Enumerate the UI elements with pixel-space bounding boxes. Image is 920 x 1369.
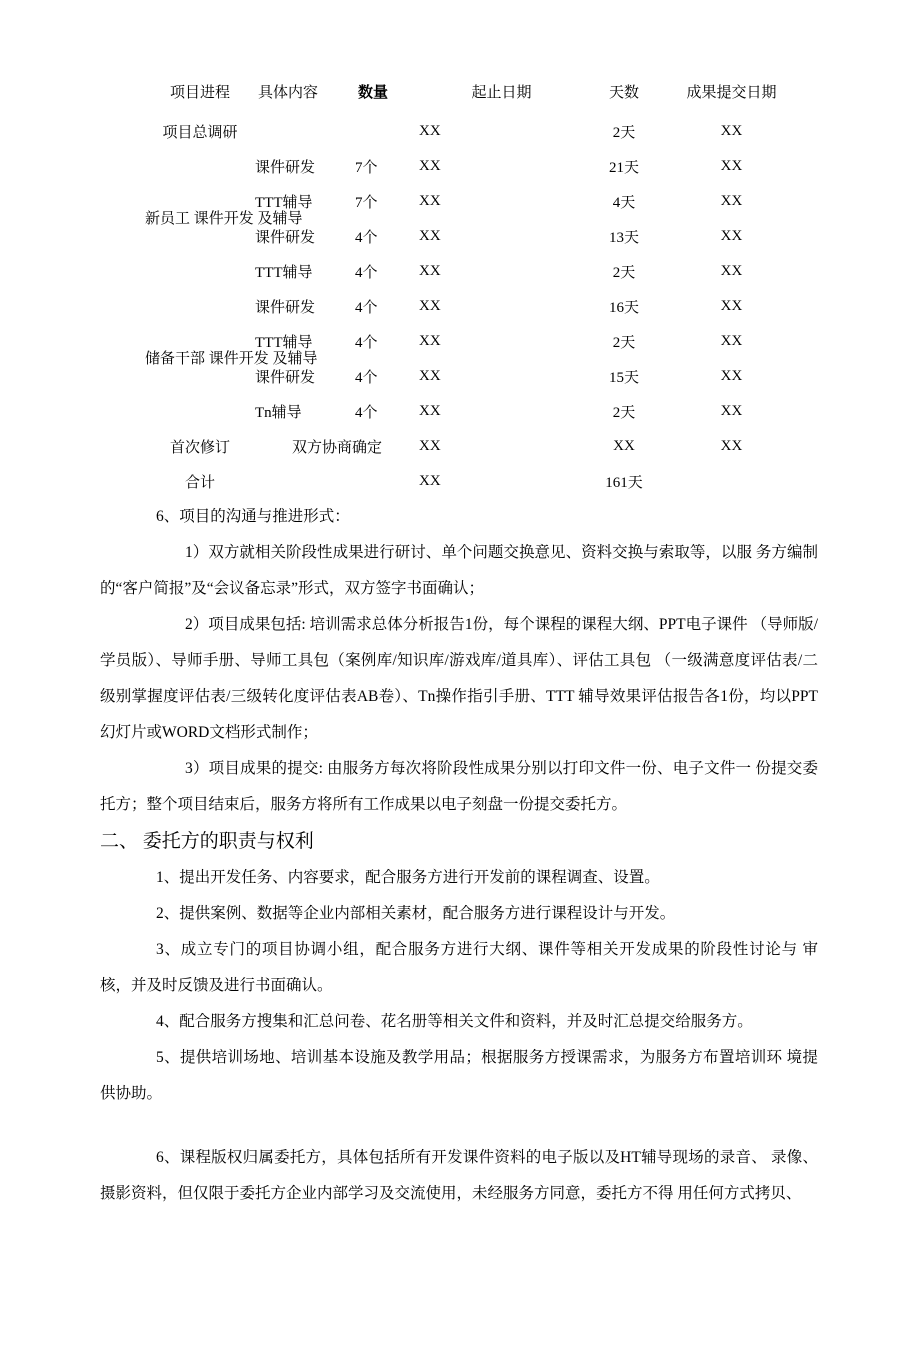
content-cell: TTT辅导 [255,335,313,351]
date-cell: XX [419,473,441,489]
days-cell: 13天 [608,230,639,246]
quantity-cell [355,114,419,149]
submit-cell: XX [720,263,743,279]
quantity-cell: 4个 [355,405,378,421]
stage-name: 项目总调研 [162,125,238,141]
content-cell: TTT辅导 [255,265,313,281]
date-cell: XX [419,298,441,314]
days-cell: 2天 [612,405,636,421]
project-schedule-table [145,68,799,499]
duty-item-2: 2、提供案例、数据等企业内部相关素材，配合服务方进行课程设计与开发。 [156,905,676,922]
days-cell: 2天 [612,335,636,351]
col-header-submit-date: 成果提交日期 [686,83,777,101]
content-cell: 双方协商确定 [291,440,382,456]
stage-name-new-staff: 新员工 课件开发 及辅导 [145,211,303,227]
submit-cell: XX [720,298,743,314]
content-cell: 课件研发 [255,300,316,316]
content-cell: 课件研发 [255,370,316,386]
days-cell: 2天 [612,125,636,141]
quantity-cell: 4个 [355,300,378,316]
paragraph-communication-sub3: 3）项目成果的提交: 由服务方每次将阶段性成果分别以打印文件一份、电子文件一 份提交委托方；整个项目结束后，服务方将所有工作成果以电子刻盘一份提交委托方。 [100,760,818,813]
quantity-cell: 4个 [355,230,378,246]
stage-name: 首次修订 [169,440,230,456]
days-cell: 4天 [612,195,636,211]
date-cell: XX [419,368,441,384]
paragraph-communication-sub2: 2）项目成果包括: 培训需求总体分析报告1份，每个课程的课程大纲、PPT电子课件 （导师版/学员版）、导师手册、导师工具包（案例库/知识库/游戏库/道具库）、评估工具包 （一级满意度评估表/二级别掌握度评估表/三级转化度评估表AB卷）、Tn操作指引手册、TTT 辅导效果评估报告各1份，均以PPT幻灯片或WORD文档形式制作； [100,616,818,741]
content-cell: TTT辅导 [255,195,313,211]
section-heading-client-duties: 二、 委托方的职责与权利 [100,831,314,852]
content-cell: 课件研发 [255,160,316,176]
quantity-cell: 7个 [355,160,378,176]
document-page [0,68,920,1369]
date-cell: XX [419,263,441,279]
submit-cell: XX [720,228,743,244]
date-cell: XX [419,333,441,349]
days-cell: 2天 [612,265,636,281]
submit-cell: XX [720,123,743,139]
quantity-cell: 4个 [355,335,378,351]
date-cell: XX [419,228,441,244]
days-cell: 15天 [608,370,639,386]
content-cell [255,464,355,499]
col-header-content: 具体内容 [258,83,319,101]
content-cell [255,114,355,149]
table-row-survey [145,114,799,149]
duty-item-1: 1、提出开发任务、内容要求，配合服务方进行开发前的课程调查、设置。 [156,869,660,886]
days-cell: 21天 [608,160,639,176]
col-header-days: 天数 [608,83,639,101]
date-cell: XX [419,158,441,174]
date-cell: XX [419,123,441,139]
duty-item-4: 4、配合服务方搜集和汇总问卷、花名册等相关文件和资料，并及时汇总提交给服务方。 [156,1013,753,1030]
paragraph-communication-heading: 6、项目的沟通与推进形式： [156,508,350,525]
duty-item-3: 3、成立专门的项目协调小组，配合服务方进行大纲、课件等相关开发成果的阶段性讨论与 审核，并及时反馈及进行书面确认。 [100,941,818,994]
quantity-cell: 4个 [355,370,378,386]
col-header-quantity: 数量 [358,83,389,101]
quantity-cell: 7个 [355,195,378,211]
days-cell: 16天 [608,300,639,316]
submit-cell: XX [720,368,743,384]
days-cell: 161天 [605,475,643,491]
paragraph-communication-sub1: 1）双方就相关阶段性成果进行研讨、单个问题交换意见、资料交换与索取等，以服 务方编制的“客户简报”及“会议备忘录”形式，双方签字书面确认； [100,544,818,597]
submit-cell [664,464,799,499]
duty-item-5: 5、提供培训场地、培训基本设施及教学用品；根据服务方授课需求，为服务方布置培训环 境提供协助。 [100,1049,818,1102]
col-header-dates: 起止日期 [471,83,532,101]
quantity-cell [355,464,419,499]
submit-cell: XX [720,438,743,454]
submit-cell: XX [720,333,743,349]
submit-cell: XX [720,158,743,174]
date-cell: XX [419,403,441,419]
quantity-cell: 4个 [355,265,378,281]
submit-cell: XX [720,193,743,209]
stage-name-reserve-cadre: 储备干部 课件开发 及辅导 [145,351,318,367]
content-cell: Tn辅导 [255,405,302,421]
table-row-total [145,464,799,499]
date-cell: XX [419,438,441,454]
duty-item-6: 6、课程版权归属委托方，具体包括所有开发课件资料的电子版以及HT辅导现场的录音、 录像、摄影资料，但仅限于委托方企业内部学习及交流使用，未经服务方同意，委托方不得 用任何方式拷贝、 [100,1149,818,1202]
content-cell: 课件研发 [255,230,316,246]
table-row-revision [145,429,799,464]
submit-cell: XX [720,403,743,419]
days-cell: XX [613,438,635,454]
table-row [145,149,799,184]
col-header-project-stage: 项目进程 [169,83,230,101]
table-row [145,289,799,324]
stage-name: 合计 [184,475,215,491]
table-header-row [145,68,799,114]
date-cell: XX [419,193,441,209]
